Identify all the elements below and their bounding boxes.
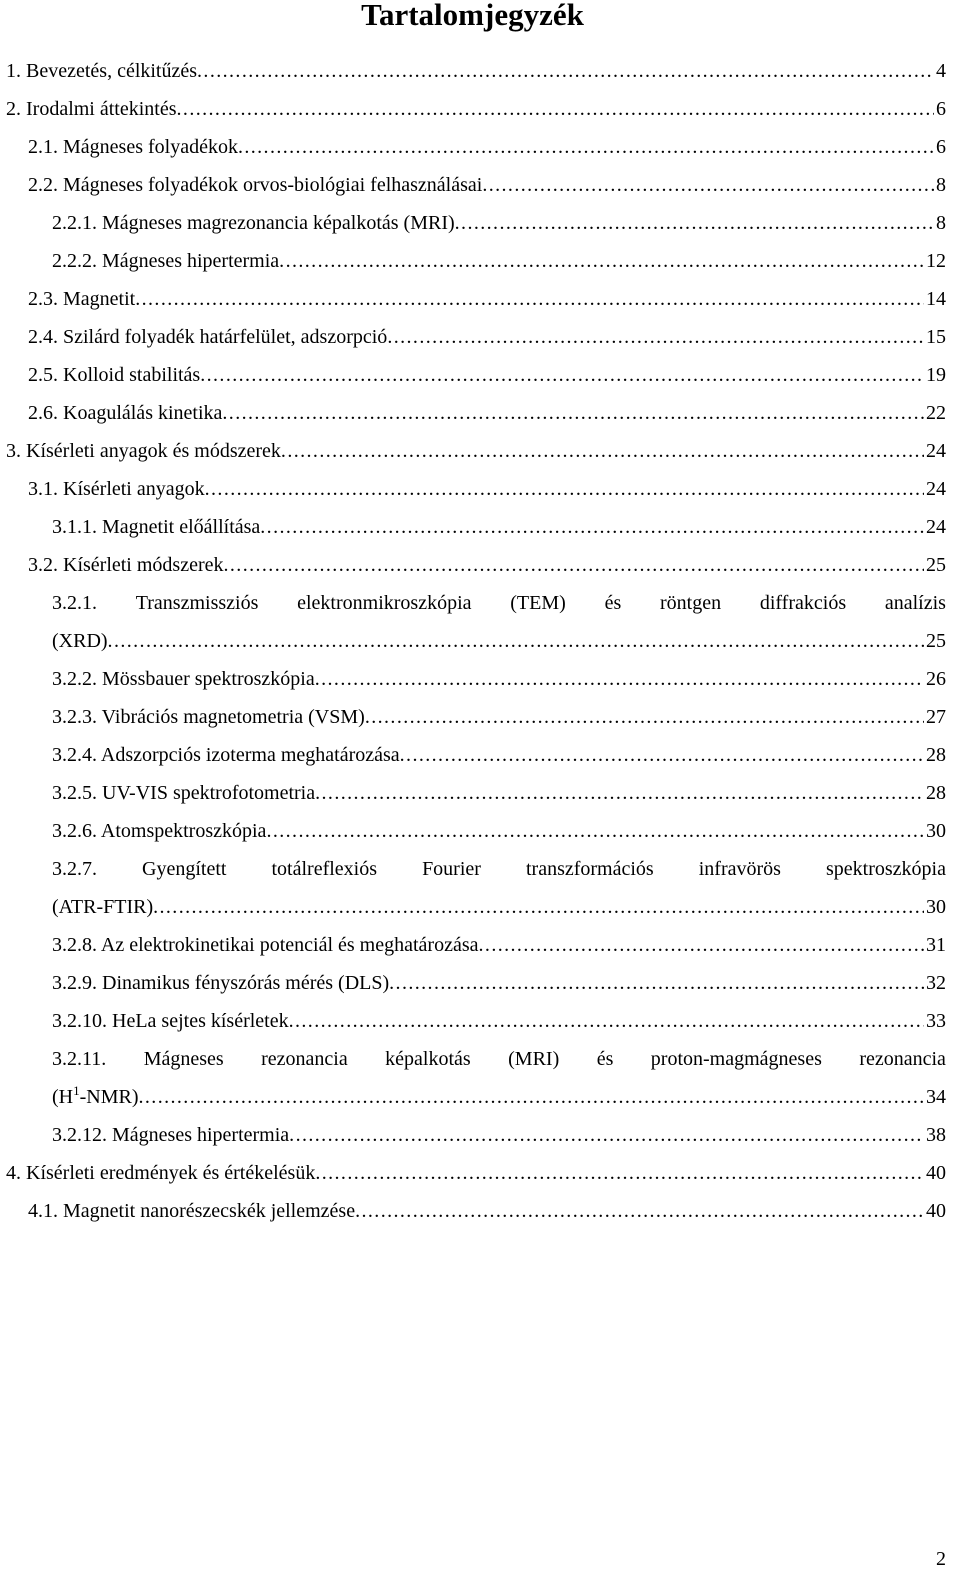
toc-page-number: 24	[924, 470, 946, 508]
dot-leader	[200, 356, 924, 394]
toc-entry[interactable]	[0, 90, 960, 128]
toc-entry-title-line: 3.2.11. Mágneses rezonancia képalkotás (MRI) és proton-magmágneses rezonancia	[52, 1048, 946, 1070]
toc-entry[interactable]	[0, 166, 960, 204]
dot-leader	[289, 1116, 924, 1154]
toc-entry-title: 3.2.6. Atomspektroszkópia	[52, 812, 266, 850]
toc-page-number: 4	[934, 52, 946, 90]
dot-leader	[387, 318, 924, 356]
toc-entry-title: 3.1.1. Magnetit előállítása	[52, 508, 260, 546]
dot-leader	[315, 1154, 924, 1192]
toc-entry[interactable]	[0, 964, 960, 1002]
toc-entry[interactable]	[0, 356, 960, 394]
toc-page-number: 30	[924, 888, 946, 926]
toc-page-number: 6	[934, 128, 946, 166]
toc-entry-title: 2.2. Mágneses folyadékok orvos-biológiai felhasználásai	[28, 166, 482, 204]
toc-page-number: 24	[924, 508, 946, 546]
toc-entry-title: 2.5. Kolloid stabilitás	[28, 356, 200, 394]
dot-leader	[153, 888, 924, 926]
toc-entry[interactable]	[0, 470, 960, 508]
dot-leader	[279, 242, 924, 280]
toc-entry[interactable]	[0, 242, 960, 280]
toc-entry-title: 3. Kísérleti anyagok és módszerek	[6, 432, 281, 470]
toc-entry-title: 3.2. Kísérleti módszerek	[28, 546, 224, 584]
toc-entry-title: 2.2.1. Mágneses magrezonancia képalkotás (MRI)	[52, 204, 455, 242]
toc-entry-title: 2. Irodalmi áttekintés	[6, 90, 177, 128]
toc-entry[interactable]	[0, 546, 960, 584]
toc-entry-title: 2.4. Szilárd folyadék határfelület, adszorpció	[28, 318, 387, 356]
page-title: Tartalomjegyzék	[361, 0, 584, 32]
toc-page-number: 33	[924, 1002, 946, 1040]
toc-entry[interactable]	[0, 394, 960, 432]
dot-leader	[281, 432, 924, 470]
toc-entry[interactable]	[0, 432, 960, 470]
toc-entry[interactable]	[0, 774, 960, 812]
toc-page-number: 25	[924, 546, 946, 584]
dot-leader	[222, 394, 924, 432]
toc-entry[interactable]	[0, 1040, 960, 1078]
dot-leader	[224, 546, 925, 584]
toc-page-number: 28	[924, 736, 946, 774]
toc-page-number: 32	[924, 964, 946, 1002]
toc-entry[interactable]	[0, 812, 960, 850]
toc-entry-title: 3.2.2. Mössbauer spektroszkópia	[52, 660, 315, 698]
toc-entry-title: 2.3. Magnetit	[28, 280, 135, 318]
toc-page-number: 31	[924, 926, 946, 964]
toc-entry-title: 3.2.3. Vibrációs magnetometria (VSM)	[52, 698, 365, 736]
dot-leader	[315, 774, 924, 812]
dot-leader	[197, 52, 934, 90]
toc-page-number: 25	[924, 622, 946, 660]
toc-entry[interactable]	[0, 660, 960, 698]
dot-leader	[108, 622, 924, 660]
toc-page-number: 15	[924, 318, 946, 356]
toc-entry-title: 3.1. Kísérleti anyagok	[28, 470, 205, 508]
toc-page-number: 34	[924, 1078, 946, 1116]
toc-entry[interactable]	[0, 508, 960, 546]
toc-entry[interactable]	[0, 1192, 960, 1230]
dot-leader	[135, 280, 924, 318]
toc-entry-title: 2.6. Koagulálás kinetika	[28, 394, 222, 432]
toc-page-number: 8	[934, 166, 946, 204]
dot-leader	[289, 1002, 924, 1040]
toc-entry[interactable]	[0, 318, 960, 356]
dot-leader	[389, 964, 924, 1002]
toc-entry-title: 4. Kísérleti eredmények és értékelésük	[6, 1154, 315, 1192]
dot-leader	[479, 926, 924, 964]
dot-leader	[266, 812, 924, 850]
toc-entry-title: (XRD)	[52, 622, 108, 660]
toc-page-number: 40	[924, 1192, 946, 1230]
toc-page-number: 12	[924, 242, 946, 280]
dot-leader	[139, 1078, 925, 1116]
toc-entry-title-line: 3.2.7. Gyengített totálreflexiós Fourier transzformációs infravörös spektroszkópia	[52, 858, 946, 880]
dot-leader	[315, 660, 924, 698]
toc-entry[interactable]	[0, 622, 960, 660]
toc-entry[interactable]	[0, 1154, 960, 1192]
toc-entry[interactable]	[0, 584, 960, 622]
toc-entry-title: 1. Bevezetés, célkitűzés	[6, 52, 197, 90]
toc-entry[interactable]	[0, 52, 960, 90]
toc-page-number: 30	[924, 812, 946, 850]
toc-page-number: 6	[934, 90, 946, 128]
toc-entry[interactable]	[0, 888, 960, 926]
dot-leader	[238, 128, 934, 166]
toc-page-number: 19	[924, 356, 946, 394]
toc-page-number: 28	[924, 774, 946, 812]
dot-leader	[455, 204, 934, 242]
toc-entry[interactable]	[0, 1002, 960, 1040]
toc-entry[interactable]	[0, 128, 960, 166]
toc-entry[interactable]	[0, 1116, 960, 1154]
toc-page-number: 27	[924, 698, 946, 736]
dot-leader	[365, 698, 924, 736]
toc-entry[interactable]	[0, 850, 960, 888]
dot-leader	[177, 90, 934, 128]
dot-leader	[205, 470, 924, 508]
toc-entry-title: 3.2.5. UV-VIS spektrofotometria	[52, 774, 315, 812]
toc-entry[interactable]	[0, 280, 960, 318]
toc-entry-title: 3.2.12. Mágneses hipertermia	[52, 1116, 289, 1154]
toc-page-number: 8	[934, 204, 946, 242]
dot-leader	[400, 736, 924, 774]
toc-entry-title: 3.2.4. Adszorpciós izoterma meghatározása	[52, 736, 400, 774]
toc-entry-title-line: 3.2.1. Transzmissziós elektronmikroszkópia (TEM) és röntgen diffrakciós analízis	[52, 592, 946, 614]
toc-entry[interactable]	[0, 698, 960, 736]
dot-leader	[482, 166, 934, 204]
toc-page-number: 24	[924, 432, 946, 470]
toc-entry[interactable]	[0, 926, 960, 964]
toc-entry-title: $(H^1-NMR)$	[52, 1078, 139, 1116]
toc-entry-title: 3.2.10. HeLa sejtes kísérletek	[52, 1002, 289, 1040]
toc-entry-title: 4.1. Magnetit nanorészecskék jellemzése	[28, 1192, 355, 1230]
toc-entry-title: 2.1. Mágneses folyadékok	[28, 128, 238, 166]
toc-page-number: 14	[924, 280, 946, 318]
toc-entry-title: 3.2.8. Az elektrokinetikai potenciál és meghatározása	[52, 926, 479, 964]
toc-entry-title: 3.2.9. Dinamikus fényszórás mérés (DLS)	[52, 964, 389, 1002]
toc-entry-title: 2.2.2. Mágneses hipertermia	[52, 242, 279, 280]
toc-page-number: 40	[924, 1154, 946, 1192]
page-number: 2	[936, 1548, 946, 1570]
dot-leader	[260, 508, 924, 546]
toc-page-number: 38	[924, 1116, 946, 1154]
toc-entry[interactable]	[0, 1078, 960, 1116]
toc-entry[interactable]	[0, 736, 960, 774]
dot-leader	[355, 1192, 924, 1230]
toc-entry-title: (ATR-FTIR)	[52, 888, 153, 926]
toc-page-number: 22	[924, 394, 946, 432]
toc-entry[interactable]	[0, 204, 960, 242]
toc-page-number: 26	[924, 660, 946, 698]
